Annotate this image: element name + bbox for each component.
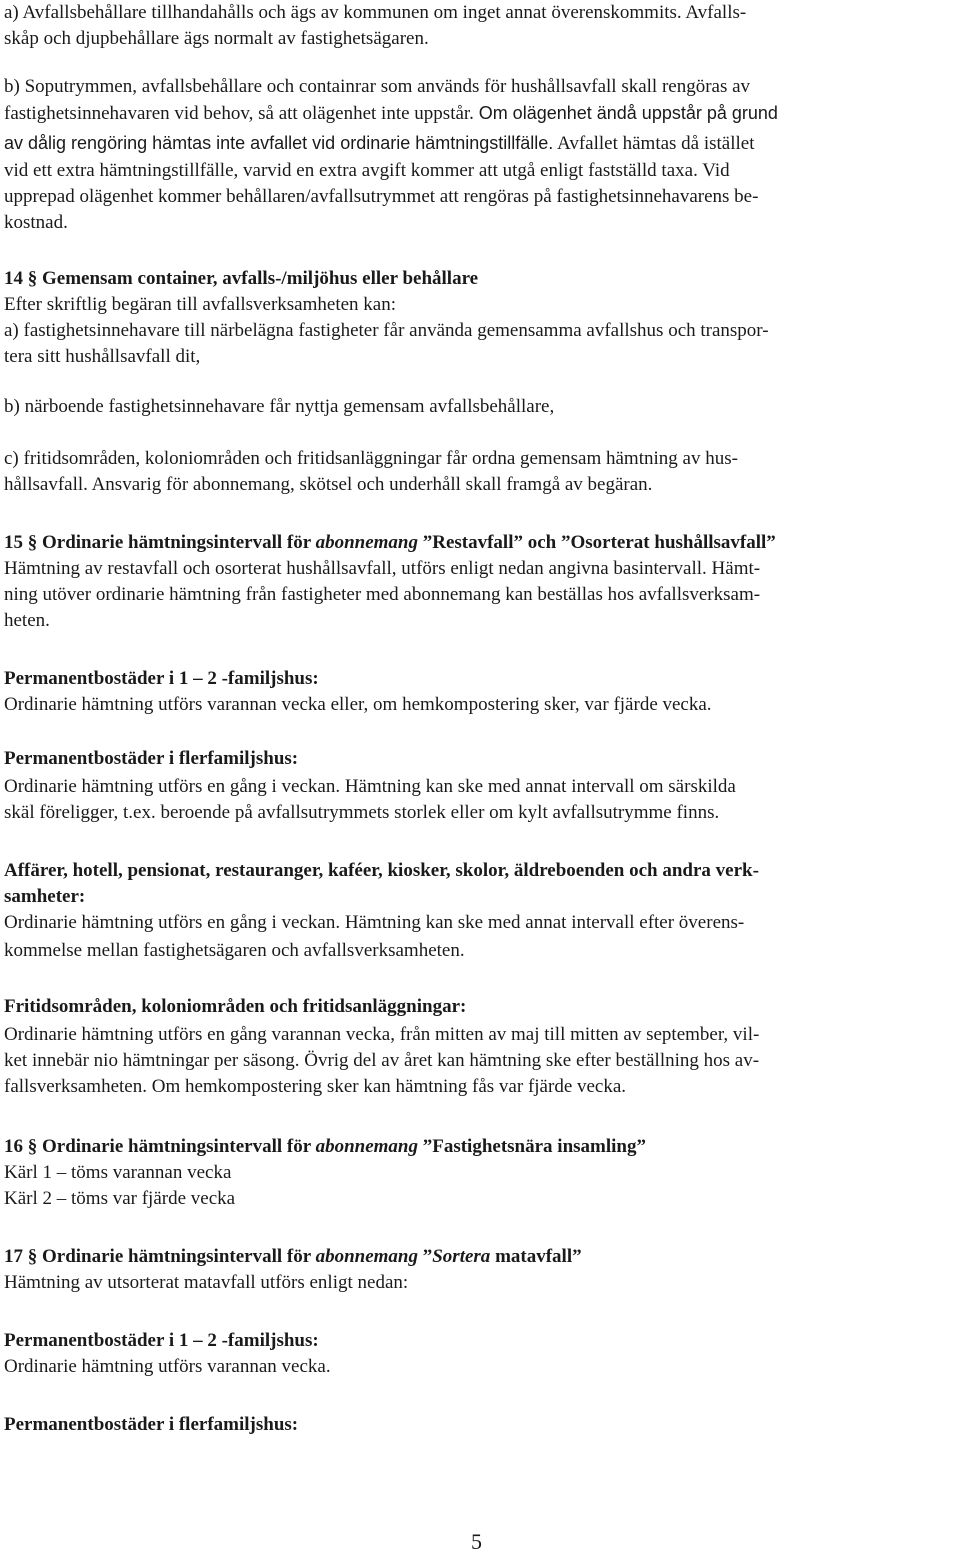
subheading: Permanentbostäder i flerfamiljshus:: [4, 1414, 299, 1435]
section-heading-14: 14 § Gemensam container, avfalls-/miljöhus eller behållare: [4, 268, 479, 289]
heading-italic: abonnemang: [315, 532, 418, 553]
paragraph-line: upprepad olägenhet kommer behållaren/avfallsutrymmet att rengöras på fastighetsinnehavarens be-: [4, 186, 759, 207]
paragraph-line: fallsverksamheten. Om hemkompostering sker kan hämtning fås var fjärde vecka.: [4, 1076, 627, 1097]
paragraph-line: Hämtning av utsorterat matavfall utförs enligt nedan:: [4, 1272, 409, 1293]
text-span: Avfallet hämtas då istället: [557, 133, 755, 154]
subheading: Permanentbostäder i 1 – 2 -familjshus:: [4, 668, 319, 689]
paragraph-line: [4, 100, 778, 127]
section-heading-17: [4, 1244, 582, 1270]
paragraph-line: b) närboende fastighetsinnehavare får nyttja gemensam avfallsbehållare,: [4, 396, 555, 417]
text-span: Om olägenhet ändå uppstår på grund: [478, 103, 778, 123]
subheading: Fritidsområden, koloniområden och fritidsanläggningar:: [4, 996, 467, 1017]
paragraph-line: [4, 158, 730, 184]
subheading: Permanentbostäder i 1 – 2 -familjshus:: [4, 1330, 319, 1351]
paragraph-line: a) Avfallsbehållare tillhandahålls och ägs av kommunen om inget annat överenskommits. Avfalls-: [4, 2, 747, 23]
paragraph-line: Ordinarie hämtning utförs en gång varannan vecka, från mitten av maj till mitten av september, vil-: [4, 1024, 760, 1045]
paragraph-line: tera sitt hushållsavfall dit,: [4, 346, 201, 367]
subheading: Permanentbostäder i flerfamiljshus:: [4, 748, 299, 769]
paragraph-line: hållsavfall. Ansvarig för abonnemang, skötsel och underhåll skall framgå av begäran.: [4, 474, 653, 495]
heading-text: 17 § Ordinarie hämtningsintervall för: [4, 1246, 316, 1267]
paragraph-line: ning utöver ordinarie hämtning från fastigheter med abonnemang kan beställas hos avfallsverksam-: [4, 584, 761, 605]
paragraph-line: Efter skriftlig begäran till avfallsverksamheten kan:: [4, 294, 396, 315]
paragraph-line: Ordinarie hämtning utförs en gång i veckan. Hämtning kan ske med annat intervall om särskilda: [4, 776, 736, 797]
section-heading-16: [4, 1134, 646, 1160]
heading-text: 16 § Ordinarie hämtningsintervall för: [4, 1136, 316, 1157]
paragraph-line: [4, 130, 755, 157]
heading-italic: abonnemang: [315, 1246, 418, 1267]
heading-text: ”Fastighetsnära insamling”: [417, 1136, 647, 1157]
page-number: 5: [471, 1529, 482, 1554]
heading-italic: abonnemang: [315, 1136, 418, 1157]
paragraph-line: ket innebär nio hämtningar per säsong. Övrig del av året kan hämtning ske efter beställning hos av-: [4, 1050, 760, 1071]
paragraph-line: b) Soputrymmen, avfallsbehållare och containrar som används för hushållsavfall skall rengöras av: [4, 76, 751, 97]
paragraph-line: Kärl 1 – töms varannan vecka: [4, 1162, 232, 1183]
paragraph-line: kostnad.: [4, 212, 68, 233]
heading-text: ”: [417, 1246, 433, 1267]
paragraph-line: skäl föreligger, t.ex. beroende på avfallsutrymmets storlek eller om kylt avfallsutrymme finns.: [4, 802, 720, 823]
heading-text: matavfall”: [490, 1246, 582, 1267]
paragraph-line: kommelse mellan fastighetsägaren och avfallsverksamheten.: [4, 940, 465, 961]
paragraph-line: heten.: [4, 610, 50, 631]
subheading: Affärer, hotell, pensionat, restauranger, kaféer, kiosker, skolor, äldreboenden och andra verk-: [4, 860, 759, 881]
text-span: vid ett extra hämtningstillfälle, varvid en extra avgift kommer att utgå enligt fastställd taxa.: [4, 160, 698, 181]
heading-text: 15 § Ordinarie hämtningsintervall för: [4, 532, 316, 553]
text-span: Vid: [702, 160, 730, 181]
heading-italic: Sortera: [432, 1246, 491, 1267]
paragraph-line: c) fritidsområden, koloniområden och fritidsanläggningar får ordna gemensam hämtning av hus-: [4, 448, 738, 469]
subheading: samheter:: [4, 886, 86, 907]
paragraph-line: Ordinarie hämtning utförs en gång i veckan. Hämtning kan ske med annat intervall efter överens-: [4, 912, 745, 933]
paragraph-line: Kärl 2 – töms var fjärde vecka: [4, 1188, 236, 1209]
paragraph-line: a) fastighetsinnehavare till närbelägna fastigheter får använda gemensamma avfallshus och transpor-: [4, 320, 769, 341]
heading-text: ”Restavfall” och ”Osorterat hushållsavfall”: [417, 532, 776, 553]
paragraph-line: Ordinarie hämtning utförs varannan vecka eller, om hemkompostering sker, var fjärde vecka.: [4, 694, 712, 715]
text-span: av dålig rengöring hämtas inte avfallet vid ordinarie hämtningstillfälle.: [4, 133, 554, 153]
paragraph-line: Ordinarie hämtning utförs varannan vecka.: [4, 1356, 331, 1377]
paragraph-line: Hämtning av restavfall och osorterat hushållsavfall, utförs enligt nedan angivna basintervall. Hämt-: [4, 558, 761, 579]
section-heading-15: [4, 530, 776, 556]
paragraph-line: skåp och djupbehållare ägs normalt av fastighetsägaren.: [4, 28, 429, 49]
text-span: fastighetsinnehavaren vid behov, så att olägenhet inte uppstår.: [4, 103, 474, 124]
